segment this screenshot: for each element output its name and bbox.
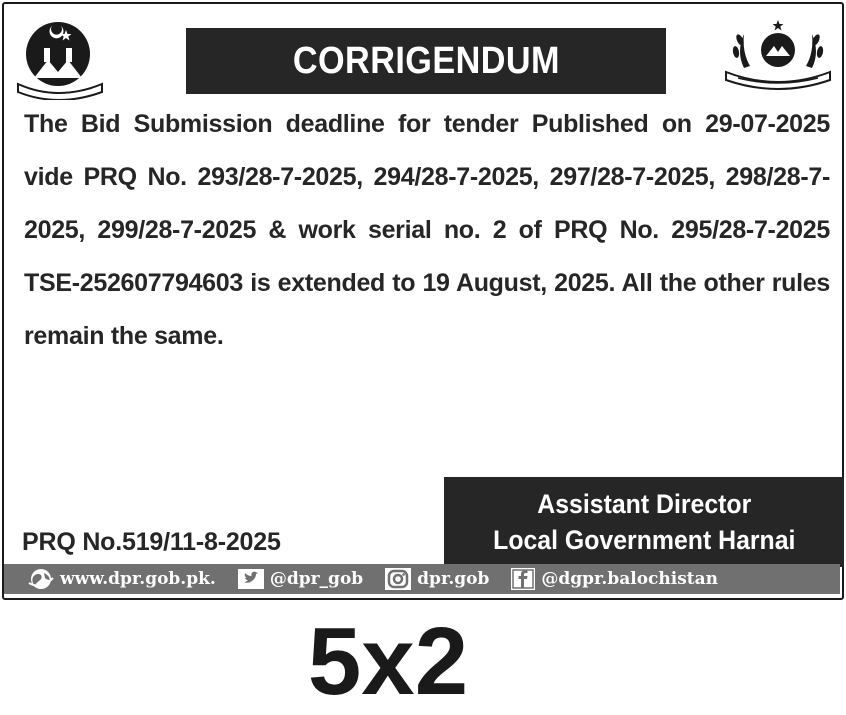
- advertisement-frame: [2, 2, 844, 600]
- facebook-handle[interactable]: @dgpr.balochistan: [541, 569, 719, 589]
- notice-title: CORRIGENDUM: [292, 39, 560, 82]
- footer-contact-bar: [4, 564, 840, 594]
- website-link[interactable]: www.dpr.gob.pk.: [60, 569, 216, 589]
- signatory-office: Local Government Harnai: [492, 525, 796, 555]
- footer-facebook[interactable]: [511, 568, 718, 590]
- facebook-icon: [511, 568, 535, 590]
- footer-website[interactable]: [28, 568, 216, 590]
- signature-box: [444, 477, 844, 567]
- title-box: [186, 28, 666, 94]
- prq-reference: PRQ No.519/11-8-2025: [22, 528, 281, 556]
- dgpr-emblem-logo: [722, 18, 834, 90]
- footer-instagram[interactable]: [385, 568, 489, 590]
- notice-body: The Bid Submission deadline for tender Published on 29-07-2025 vide PRQ No. 293/28-7-2025, 294/28-7-2025, 297/28-7-2025, 298/28-7-2025, 299/28-7-2025 & work serial no. 2 of PRQ No. 295/28-7-2025 TSE-252607794603 is extended to 19 August, 2025. All the other rules remain the same.: [24, 110, 830, 350]
- globe-icon: [28, 568, 54, 590]
- footer-twitter[interactable]: [238, 569, 363, 589]
- ad-size-label: 5x2: [307, 608, 469, 715]
- instagram-icon: [385, 568, 411, 590]
- twitter-handle[interactable]: @dpr_gob: [269, 569, 364, 589]
- instagram-handle[interactable]: dpr.gob: [417, 569, 490, 589]
- twitter-icon: [238, 569, 264, 589]
- balochistan-seal-logo: [14, 18, 109, 100]
- signatory-title: Assistant Director: [537, 489, 751, 519]
